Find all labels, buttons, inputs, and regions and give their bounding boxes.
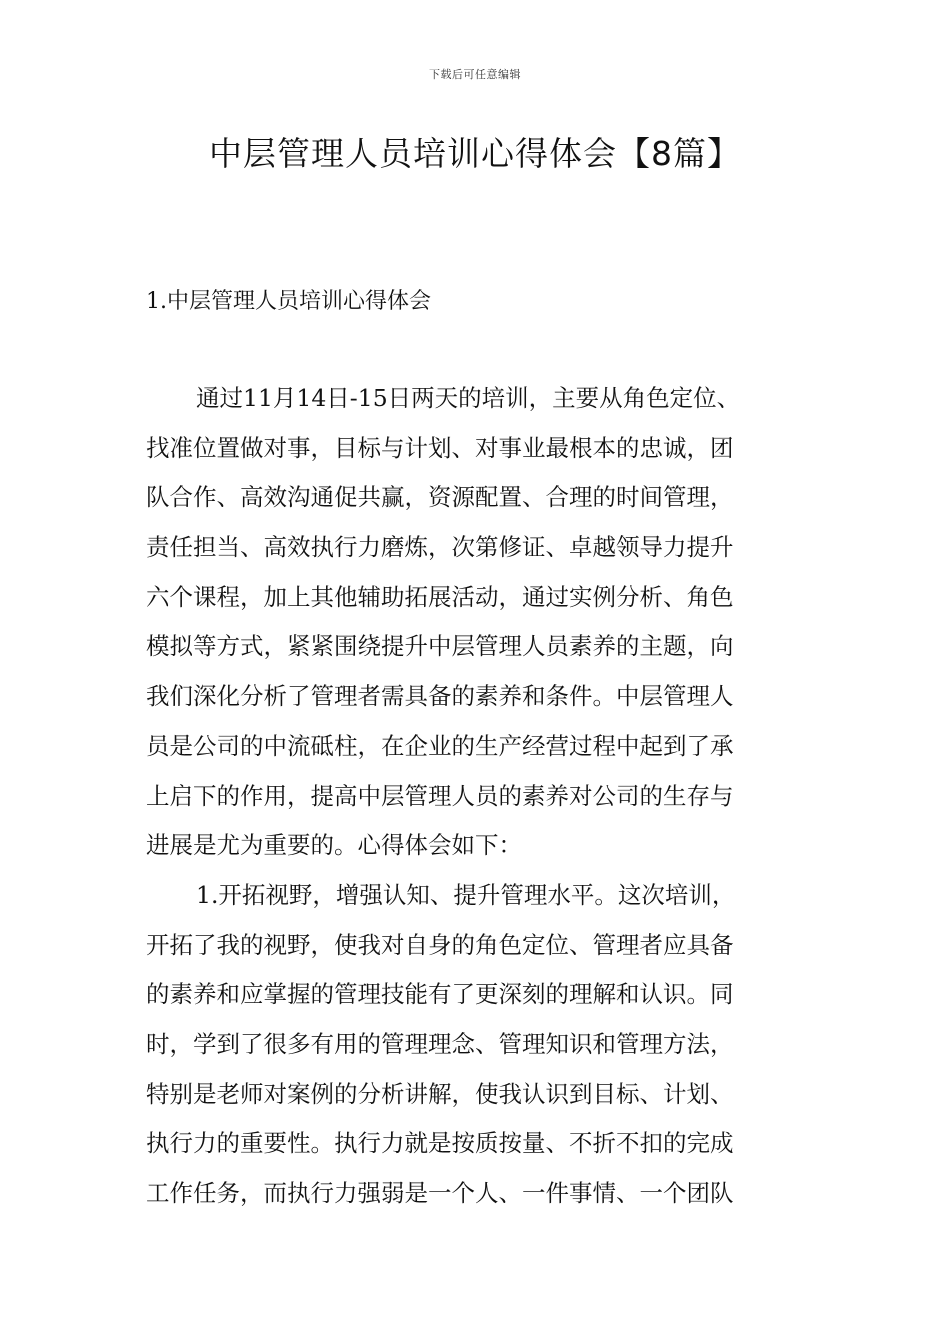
paragraph-line: 我们深化分析了管理者需具备的素养和条件。中层管理人 bbox=[146, 682, 734, 711]
paragraph-line: 上启下的作用，提高中层管理人员的素养对公司的生存与 bbox=[146, 781, 734, 810]
paragraph-line: 找准位置做对事，目标与计划、对事业最根本的忠诚，团 bbox=[146, 433, 734, 462]
paragraph-line: 特别是老师对案例的分析讲解，使我认识到目标、计划、 bbox=[146, 1079, 734, 1108]
paragraph-line: 员是公司的中流砥柱，在企业的生产经营过程中起到了承 bbox=[146, 731, 734, 760]
header-note: 下载后可任意编辑 bbox=[429, 68, 521, 81]
paragraph-line: 工作任务，而执行力强弱是一个人、一件事情、一个团队 bbox=[146, 1179, 734, 1207]
body-text bbox=[146, 376, 806, 1221]
paragraph-line: 执行力的重要性。执行力就是按质按量、不折不扣的完成 bbox=[146, 1129, 734, 1158]
document-title: 中层管理人员培训心得体会【8篇】 bbox=[209, 134, 741, 173]
paragraph-line: 通过11月14日-15日两天的培训，主要从角色定位、 bbox=[196, 384, 741, 412]
paragraph-line: 时，学到了很多有用的管理理念、管理知识和管理方法， bbox=[146, 1029, 734, 1058]
paragraph-line: 的素养和应掌握的管理技能有了更深刻的理解和认识。同 bbox=[146, 980, 734, 1009]
paragraph-line: 模拟等方式，紧紧围绕提升中层管理人员素养的主题，向 bbox=[146, 632, 734, 661]
paragraph-line: 进展是尤为重要的。心得体会如下： bbox=[146, 831, 522, 860]
paragraph-line: 队合作、高效沟通促共赢，资源配置、合理的时间管理， bbox=[146, 483, 734, 512]
paragraph-line: 开拓了我的视野，使我对自身的角色定位、管理者应具备 bbox=[146, 930, 734, 959]
paragraph-line: 六个课程，加上其他辅助拓展活动，通过实例分析、角色 bbox=[146, 582, 734, 611]
section-heading: 1.中层管理人员培训心得体会 bbox=[146, 289, 431, 314]
paragraph-line: 1.开拓视野，增强认知、提升管理水平。这次培训， bbox=[196, 880, 736, 909]
paragraph-line: 责任担当、高效执行力磨炼，次第修证、卓越领导力提升 bbox=[146, 533, 734, 562]
